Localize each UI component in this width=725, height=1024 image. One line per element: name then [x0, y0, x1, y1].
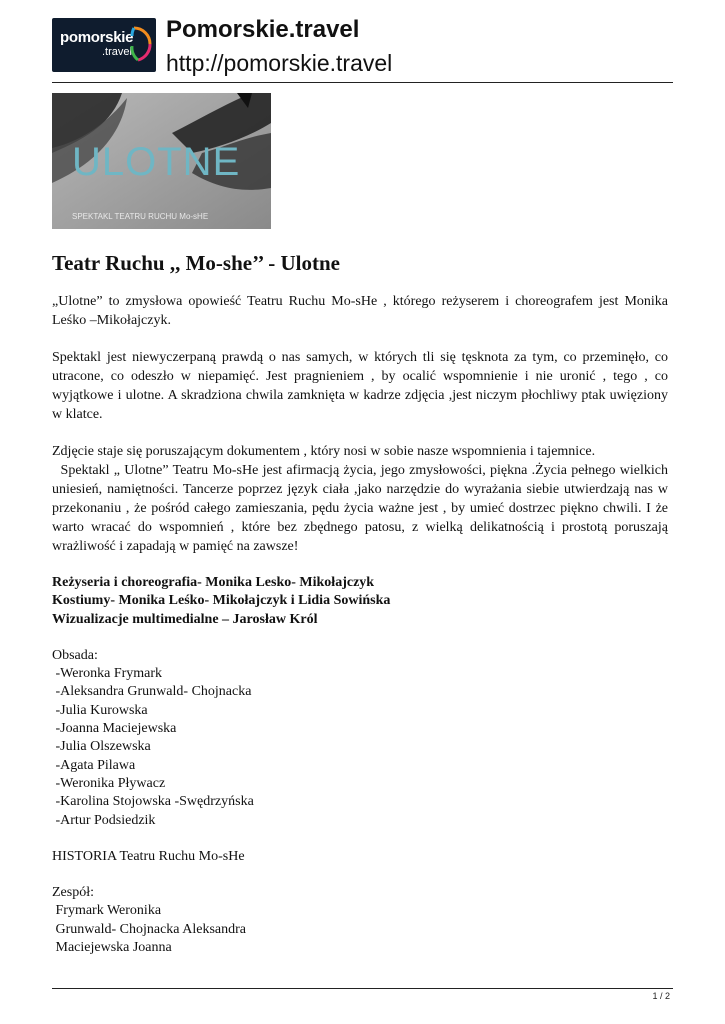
site-logo[interactable]: [52, 18, 156, 72]
logo-main-text: pomorskie: [60, 29, 134, 46]
cast-member: -Weronka Frymark: [52, 666, 163, 682]
cast-member: -Weronika Pływacz: [52, 775, 166, 791]
hero-bird-illustration: [52, 93, 271, 229]
cast-member: -Joanna Maciejewska: [52, 721, 177, 737]
team-member: Grunwald- Chojnacka Aleksandra: [52, 921, 246, 937]
article-content: [52, 250, 672, 957]
credit-direction: Reżyseria i choreografia- Monika Lesko- Mikołajczyk: [52, 575, 375, 590]
cast-label: Obsada:: [52, 647, 98, 663]
site-url[interactable]: http://pomorskie.travel: [166, 50, 393, 76]
site-name: Pomorskie.travel: [166, 16, 360, 43]
hero-image: [52, 93, 271, 229]
cast-member: -Julia Kurowska: [52, 702, 148, 718]
cast-member: -Artur Podsiedzik: [52, 812, 156, 828]
team-label: Zespół:: [52, 885, 94, 901]
team-member: Frymark Weronika: [52, 903, 162, 919]
credit-multimedia: Wizualizacje multimedialne – Jarosław Król: [52, 611, 318, 627]
header-divider: [52, 82, 673, 83]
cast-member: -Agata Pilawa: [52, 757, 136, 773]
article-paragraph-2a: Zdjęcie staje się poruszającym dokumentem , który nosi w sobie nasze wspomnienia i tajemnice.: [52, 444, 596, 459]
article-title: Teatr Ruchu ,, Mo-she’’ - Ulotne: [52, 251, 340, 275]
history-heading: HISTORIA Teatru Ruchu Mo-sHe: [52, 848, 245, 864]
footer-divider: [52, 988, 673, 989]
article-intro: „Ulotne” to zmysłowa opowieść Teatru Ruchu Mo-sHe , którego reżyserem i choreografem jest Monika Leśko –Mikołajczyk.: [52, 294, 668, 328]
hero-caption: SPEKTAKL TEATRU RUCHU Mo-sHE: [72, 212, 209, 221]
hero-title: ULOTNE: [72, 140, 241, 184]
team-member: Maciejewska Joanna: [52, 940, 172, 956]
article-paragraph-1: Spektakl jest niewyczerpaną prawdą o nas samych, w których tli się tęsknota za tym, co przeminęło, co utracone, co odeszło w niepamięć. Jest pragnieniem , by ocalić wspomnienie i nie uronić , tego , co wyjątkowe i ulotne. A skradziona chwila zamknięta w kadrze zdjęcia ,jest niczym płochliwy ptak uwięziony w klatce.: [52, 350, 668, 422]
cast-member: -Aleksandra Grunwald- Chojnacka: [52, 684, 252, 700]
logo-sub-text: .travel: [102, 46, 132, 58]
article-paragraph-2b: Spektakl „ Ulotne” Teatru Mo-sHe jest afirmacją życia, jego zmysłowości, piękna .Życia pełnego wielkich uniesień, namiętności. Tancerze poprzez język ciała ,jako narzędzie do wyrażania siebie utwierdzają nas w przekonaniu , że pośród całego zamieszania, pędu życia ważne jest , by umieć dostrzec piękno chwili. I że warto wracać do wspomnień , które bez zbędnego patosu, z wielką delikatnością i prostotą poruszają wrażliwość i zapadają w pamięć na zawsze!: [52, 463, 672, 554]
cast-member: -Karolina Stojowska -Swędrzyńska: [52, 794, 254, 810]
cast-member: -Julia Olszewska: [52, 739, 151, 755]
page-number: 1 / 2: [652, 991, 670, 1001]
site-header: [52, 16, 673, 82]
logo-ring-icon: [128, 24, 154, 64]
credit-costumes: Kostiumy- Monika Leśko- Mikołajczyk i Lidia Sowińska: [52, 593, 391, 609]
